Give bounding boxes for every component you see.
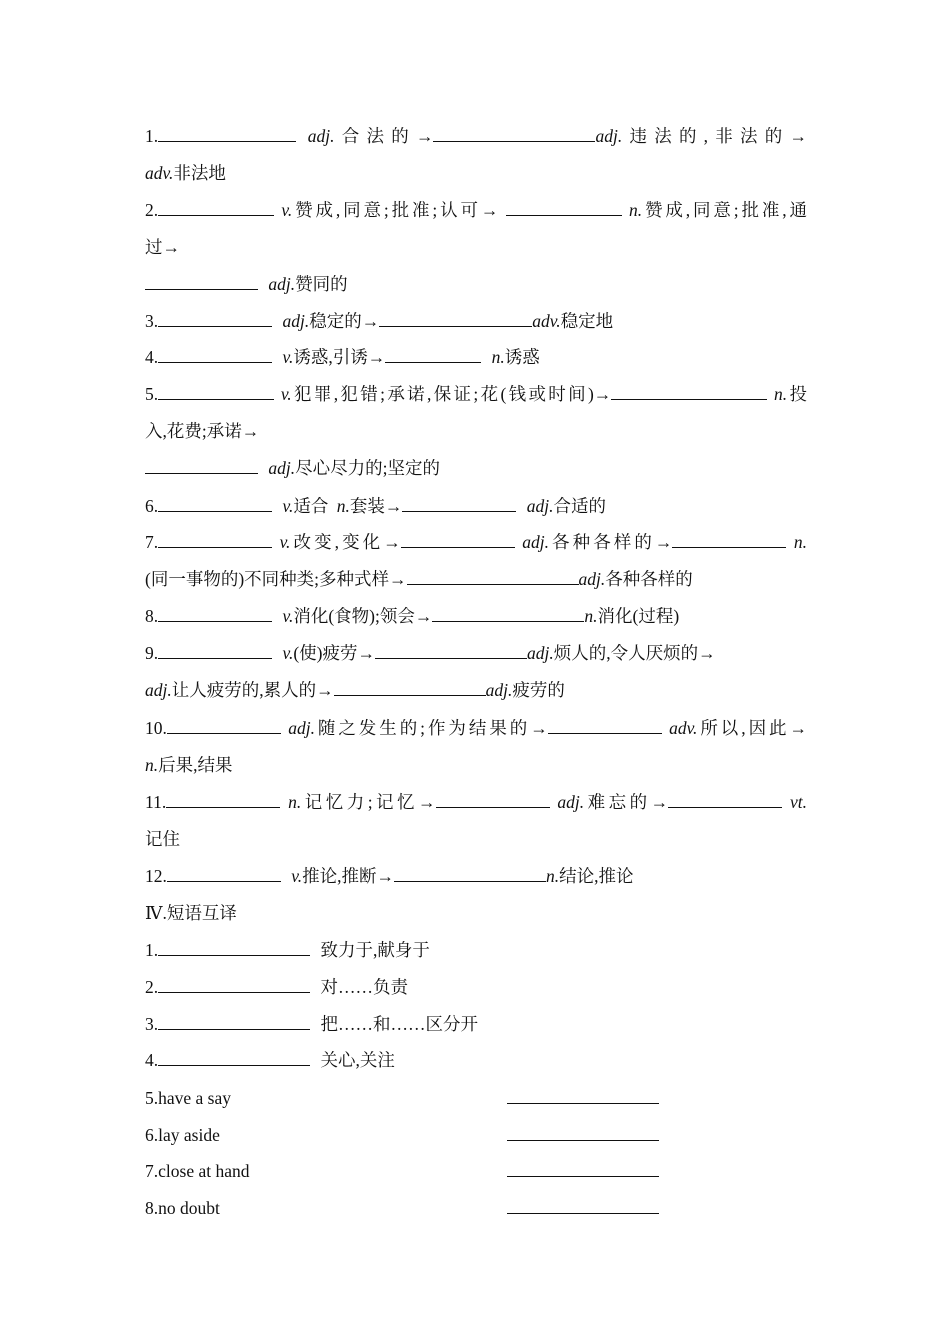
- word-item-5-cont: 入,花费;承诺→: [145, 421, 260, 441]
- phrase-item-7: 7.close at hand: [145, 1153, 659, 1189]
- word-item-2-cont: 过→: [145, 237, 180, 257]
- blank[interactable]: [407, 567, 579, 585]
- blank[interactable]: [158, 198, 274, 216]
- blank[interactable]: [507, 1196, 659, 1214]
- blank[interactable]: [507, 1123, 659, 1141]
- word-item-1: 1. adj.合法的→ adj.违法的,非法的→: [145, 126, 808, 146]
- blank[interactable]: [334, 678, 486, 696]
- phrase-item-2: 2. 对……负责: [145, 977, 408, 997]
- word-item-10: 10. adj.随之发生的;作为结果的→ adv.所以,因此→: [145, 718, 807, 738]
- phrase-item-3: 3. 把……和……区分开: [145, 1014, 478, 1034]
- blank[interactable]: [167, 716, 281, 734]
- blank[interactable]: [158, 604, 272, 622]
- blank[interactable]: [166, 790, 280, 808]
- blank[interactable]: [672, 530, 786, 548]
- blank[interactable]: [436, 790, 550, 808]
- blank[interactable]: [506, 198, 622, 216]
- blank[interactable]: [401, 530, 515, 548]
- word-item-12: 12. v.推论,推断→ n.结论,推论: [145, 866, 634, 886]
- blank[interactable]: [375, 641, 527, 659]
- blank[interactable]: [158, 382, 274, 400]
- phrase-item-8: 8.no doubt: [145, 1190, 659, 1226]
- word-item-7-cont: (同一事物的)不同种类;多种式样→ adj.各种各样的: [145, 569, 693, 589]
- word-item-11-cont: 记住: [145, 829, 180, 849]
- blank[interactable]: [668, 790, 782, 808]
- word-item-5: 5. v.犯罪,犯错;承诺,保证;花(钱或时间)→ n.投: [145, 384, 807, 404]
- blank[interactable]: [158, 530, 272, 548]
- section-heading: Ⅳ.短语互译: [145, 903, 237, 923]
- blank[interactable]: [507, 1159, 659, 1177]
- word-item-7: 7. v.改变,变化→ adj.各种各样的→ n.: [145, 532, 808, 552]
- blank[interactable]: [432, 604, 584, 622]
- phrase-item-1: 1. 致力于,献身于: [145, 940, 430, 960]
- blank[interactable]: [402, 494, 516, 512]
- blank[interactable]: [145, 272, 258, 290]
- word-item-6: 6. v.适合 n.套装→ adj.合适的: [145, 496, 606, 516]
- blank[interactable]: [158, 345, 272, 363]
- blank[interactable]: [158, 124, 296, 142]
- blank[interactable]: [158, 1012, 310, 1030]
- blank[interactable]: [158, 938, 310, 956]
- word-item-8: 8. v.消化(食物);领会→ n.消化(过程): [145, 606, 680, 626]
- blank[interactable]: [158, 309, 272, 327]
- word-item-10-cont: n.后果,结果: [145, 755, 233, 775]
- phrase-item-6: 6.lay aside: [145, 1117, 659, 1153]
- word-item-2-cont2: adj.赞同的: [145, 266, 807, 302]
- blank[interactable]: [158, 1048, 310, 1066]
- blank[interactable]: [611, 382, 767, 400]
- word-item-3: 3. adj.稳定的→ adv.稳定地: [145, 311, 614, 331]
- word-item-11: 11. n.记忆力;记忆→ adj.难忘的→ vt.: [145, 792, 808, 812]
- blank[interactable]: [507, 1086, 659, 1104]
- word-item-4: 4. v.诱惑,引诱→ n.诱惑: [145, 347, 540, 367]
- blank[interactable]: [385, 345, 481, 363]
- blank[interactable]: [158, 494, 272, 512]
- phrase-item-5: 5.have a say: [145, 1080, 659, 1116]
- phrase-item-4: 4. 关心,关注: [145, 1050, 395, 1070]
- blank[interactable]: [379, 309, 532, 327]
- blank[interactable]: [394, 864, 546, 882]
- blank[interactable]: [548, 716, 662, 734]
- blank[interactable]: [145, 456, 258, 474]
- word-item-9-cont: adj.让人疲劳的,累人的→ adj.疲劳的: [145, 680, 565, 700]
- word-item-2: 2. v.赞成,同意;批准;认可→ n.赞成,同意;批准,通: [145, 200, 808, 220]
- blank[interactable]: [433, 124, 595, 142]
- blank[interactable]: [158, 641, 272, 659]
- word-item-1-cont: adv.非法地: [145, 163, 226, 183]
- word-item-5-cont2: adj.尽心尽力的;坚定的: [145, 450, 807, 486]
- word-item-9: 9. v.(使)疲劳→ adj.烦人的,令人厌烦的→: [145, 643, 716, 663]
- blank[interactable]: [167, 864, 281, 882]
- blank[interactable]: [158, 975, 310, 993]
